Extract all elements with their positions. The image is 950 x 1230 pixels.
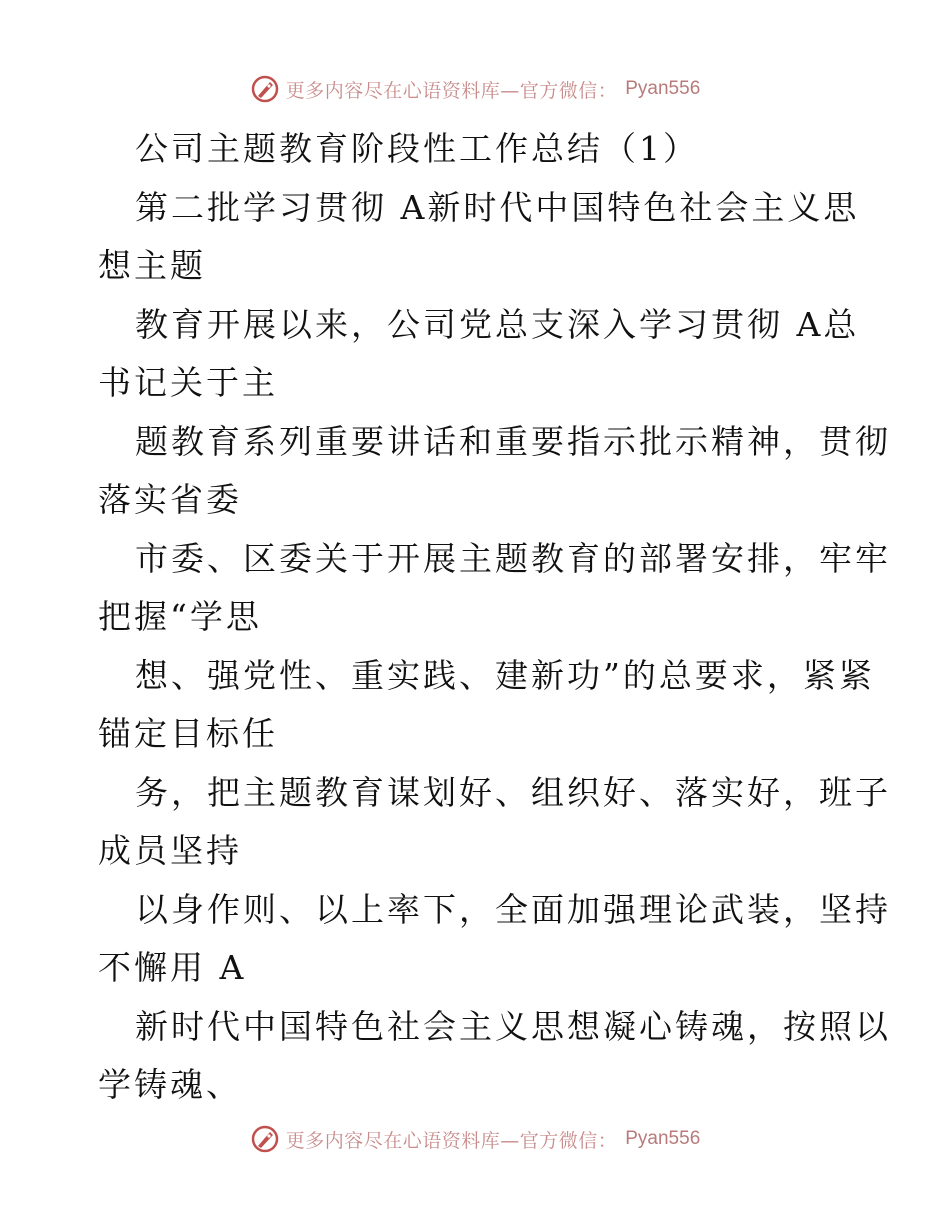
doc-line: 以身作则、以上率下，全面加强理论武装，坚持 (135, 889, 891, 929)
doc-line: 成员坚持 (98, 831, 242, 870)
pen-nib-logo-icon (250, 74, 280, 104)
watermark-text: 更多内容尽在心语资料库—官方微信： (285, 1129, 618, 1152)
pen-nib-logo-icon (250, 1124, 280, 1154)
doc-line: 不懈用 A (98, 948, 247, 987)
doc-line: 题教育系列重要讲话和重要指示批示精神，贯彻 (135, 421, 891, 461)
document-body (98, 120, 891, 1115)
doc-line: 学铸魂、 (98, 1065, 242, 1104)
doc-line: 第二批学习贯彻 A新时代中国特色社会主义思 (135, 187, 860, 227)
watermark-text: 更多内容尽在心语资料库—官方微信： (285, 79, 618, 102)
doc-line: 把握“学思 (98, 597, 262, 636)
doc-line: 务，把主题教育谋划好、组织好、落实好，班子 (135, 772, 891, 812)
header-watermark (0, 74, 950, 104)
doc-line: 公司主题教育阶段性工作总结（1） (135, 129, 699, 168)
watermark-wechat-id: Pyan556 (625, 1128, 701, 1149)
doc-line: 落实省委 (98, 480, 242, 519)
doc-line: 锚定目标任 (98, 714, 278, 753)
doc-line: 书记关于主 (98, 363, 278, 402)
doc-line: 想、强党性、重实践、建新功”的总要求，紧紧 (135, 655, 875, 695)
doc-line: 想主题 (98, 246, 206, 285)
doc-line: 市委、区委关于开展主题教育的部署安排，牢牢 (135, 538, 891, 578)
doc-line: 教育开展以来，公司党总支深入学习贯彻 A总 (135, 304, 860, 344)
footer-watermark (0, 1124, 950, 1154)
watermark-wechat-id: Pyan556 (625, 78, 701, 99)
doc-line: 新时代中国特色社会主义思想凝心铸魂，按照以 (135, 1006, 891, 1046)
